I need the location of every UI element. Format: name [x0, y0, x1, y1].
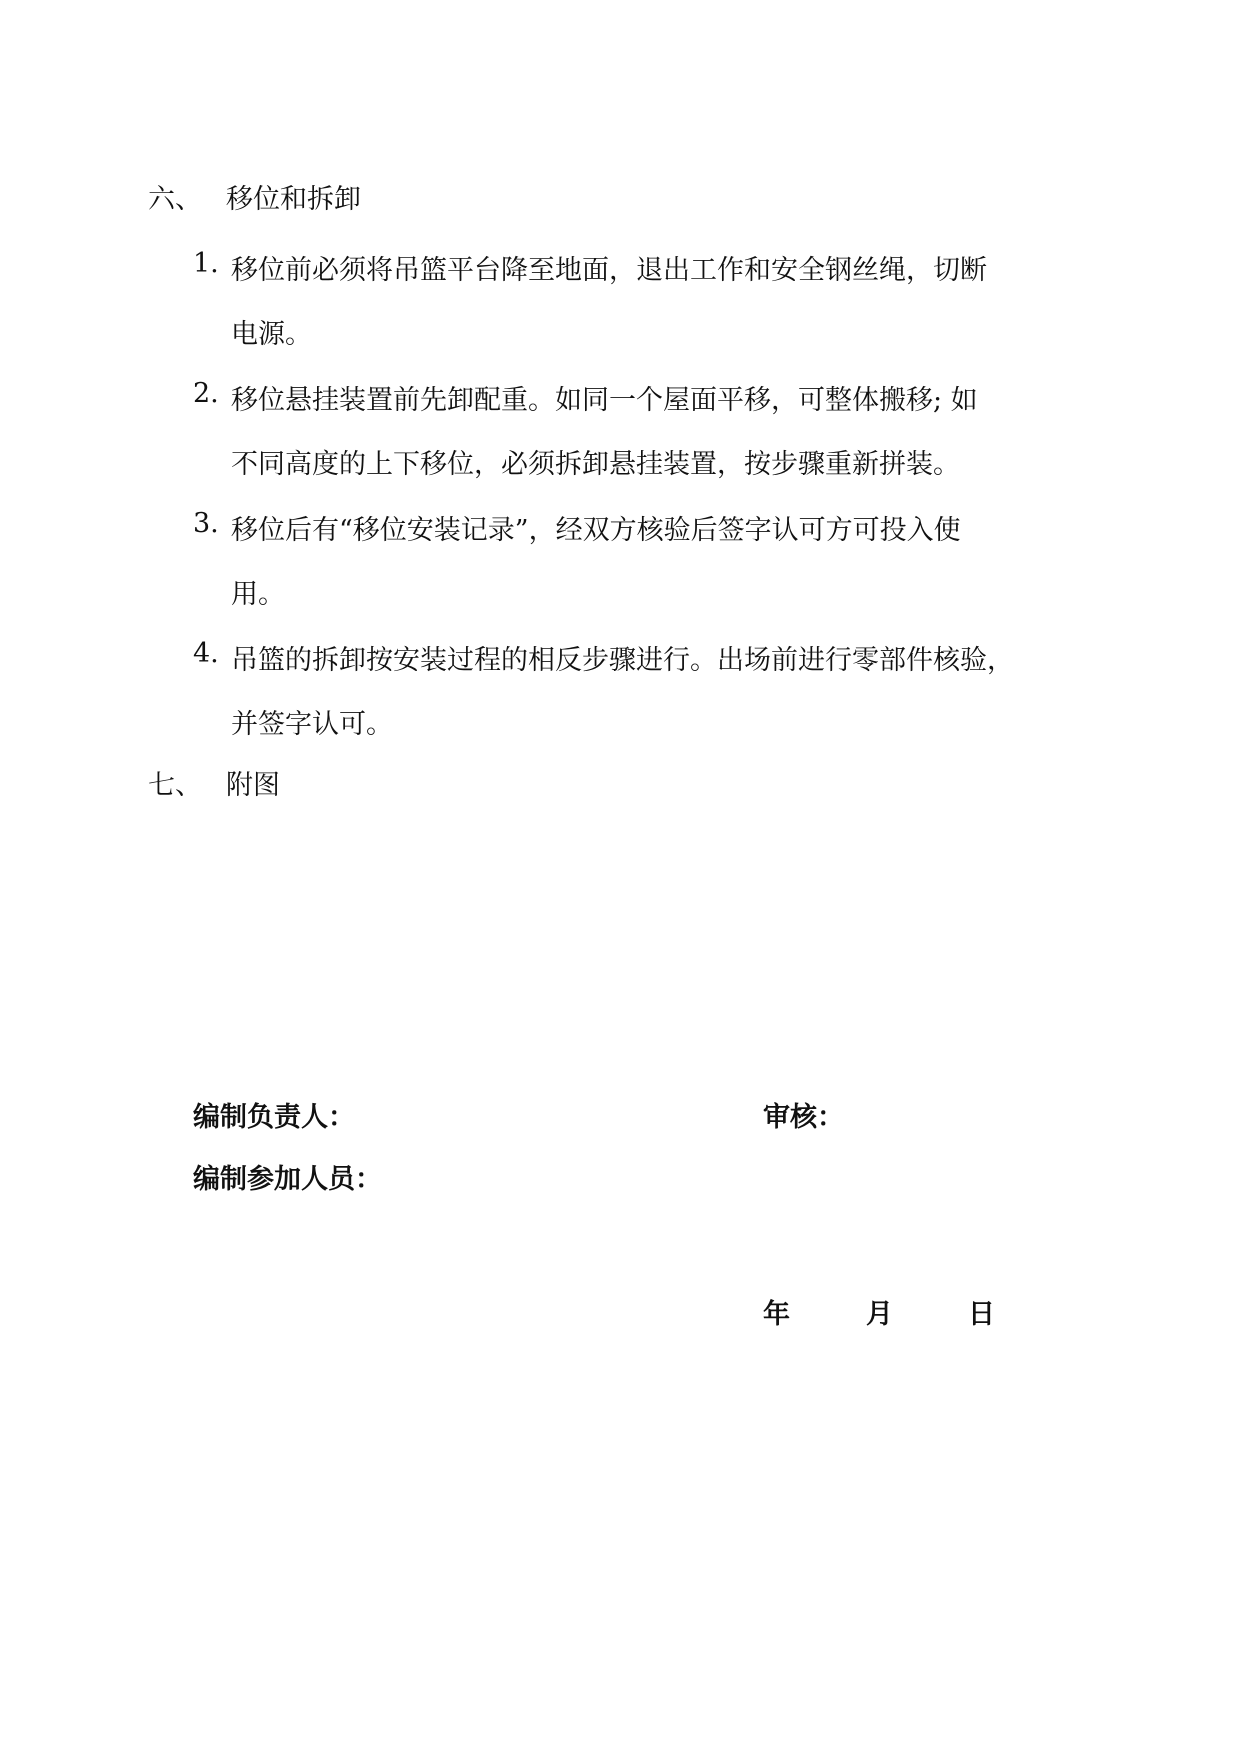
reviewer-label: 审核：: [763, 1102, 844, 1133]
list-item-line: 移位悬挂装置前先卸配重。如同一个屋面平移，可整体搬移; 如: [231, 385, 978, 416]
list-item-number: 3.: [193, 508, 219, 539]
section-7-number: 七、: [148, 770, 202, 801]
date-year: 年: [763, 1299, 790, 1330]
section-7-title: 附图: [226, 770, 280, 801]
list-item-line: 移位前必须将吊篮平台降至地面，退出工作和安全钢丝绳，切断: [231, 255, 987, 286]
section-7-heading: [148, 768, 280, 804]
list-item-line: 吊篮的拆卸按安装过程的相反步骤进行。出场前进行零部件核验，: [231, 645, 1014, 676]
date-month: 月: [866, 1299, 893, 1330]
list-item-number: 4.: [193, 638, 219, 669]
list-item-number: 2.: [193, 378, 219, 409]
list-item-line: 并签字认可。: [231, 709, 393, 740]
author-label: 编制负责人：: [193, 1102, 355, 1133]
participants-label: 编制参加人员：: [193, 1164, 382, 1195]
list-item-line: 电源。: [231, 319, 312, 350]
section-6-number: 六、: [148, 184, 202, 215]
list-item-line: 移位后有“移位安装记录”，经双方核验后签字认可方可投入使: [231, 515, 961, 546]
section-6-title: 移位和拆卸: [226, 184, 361, 215]
list-item-line: 用。: [231, 579, 285, 610]
date-day: 日: [968, 1299, 995, 1330]
list-item-number: 1.: [193, 248, 219, 279]
list-item-line: 不同高度的上下移位，必须拆卸悬挂装置，按步骤重新拼装。: [231, 449, 960, 480]
section-6-heading: [148, 182, 361, 218]
